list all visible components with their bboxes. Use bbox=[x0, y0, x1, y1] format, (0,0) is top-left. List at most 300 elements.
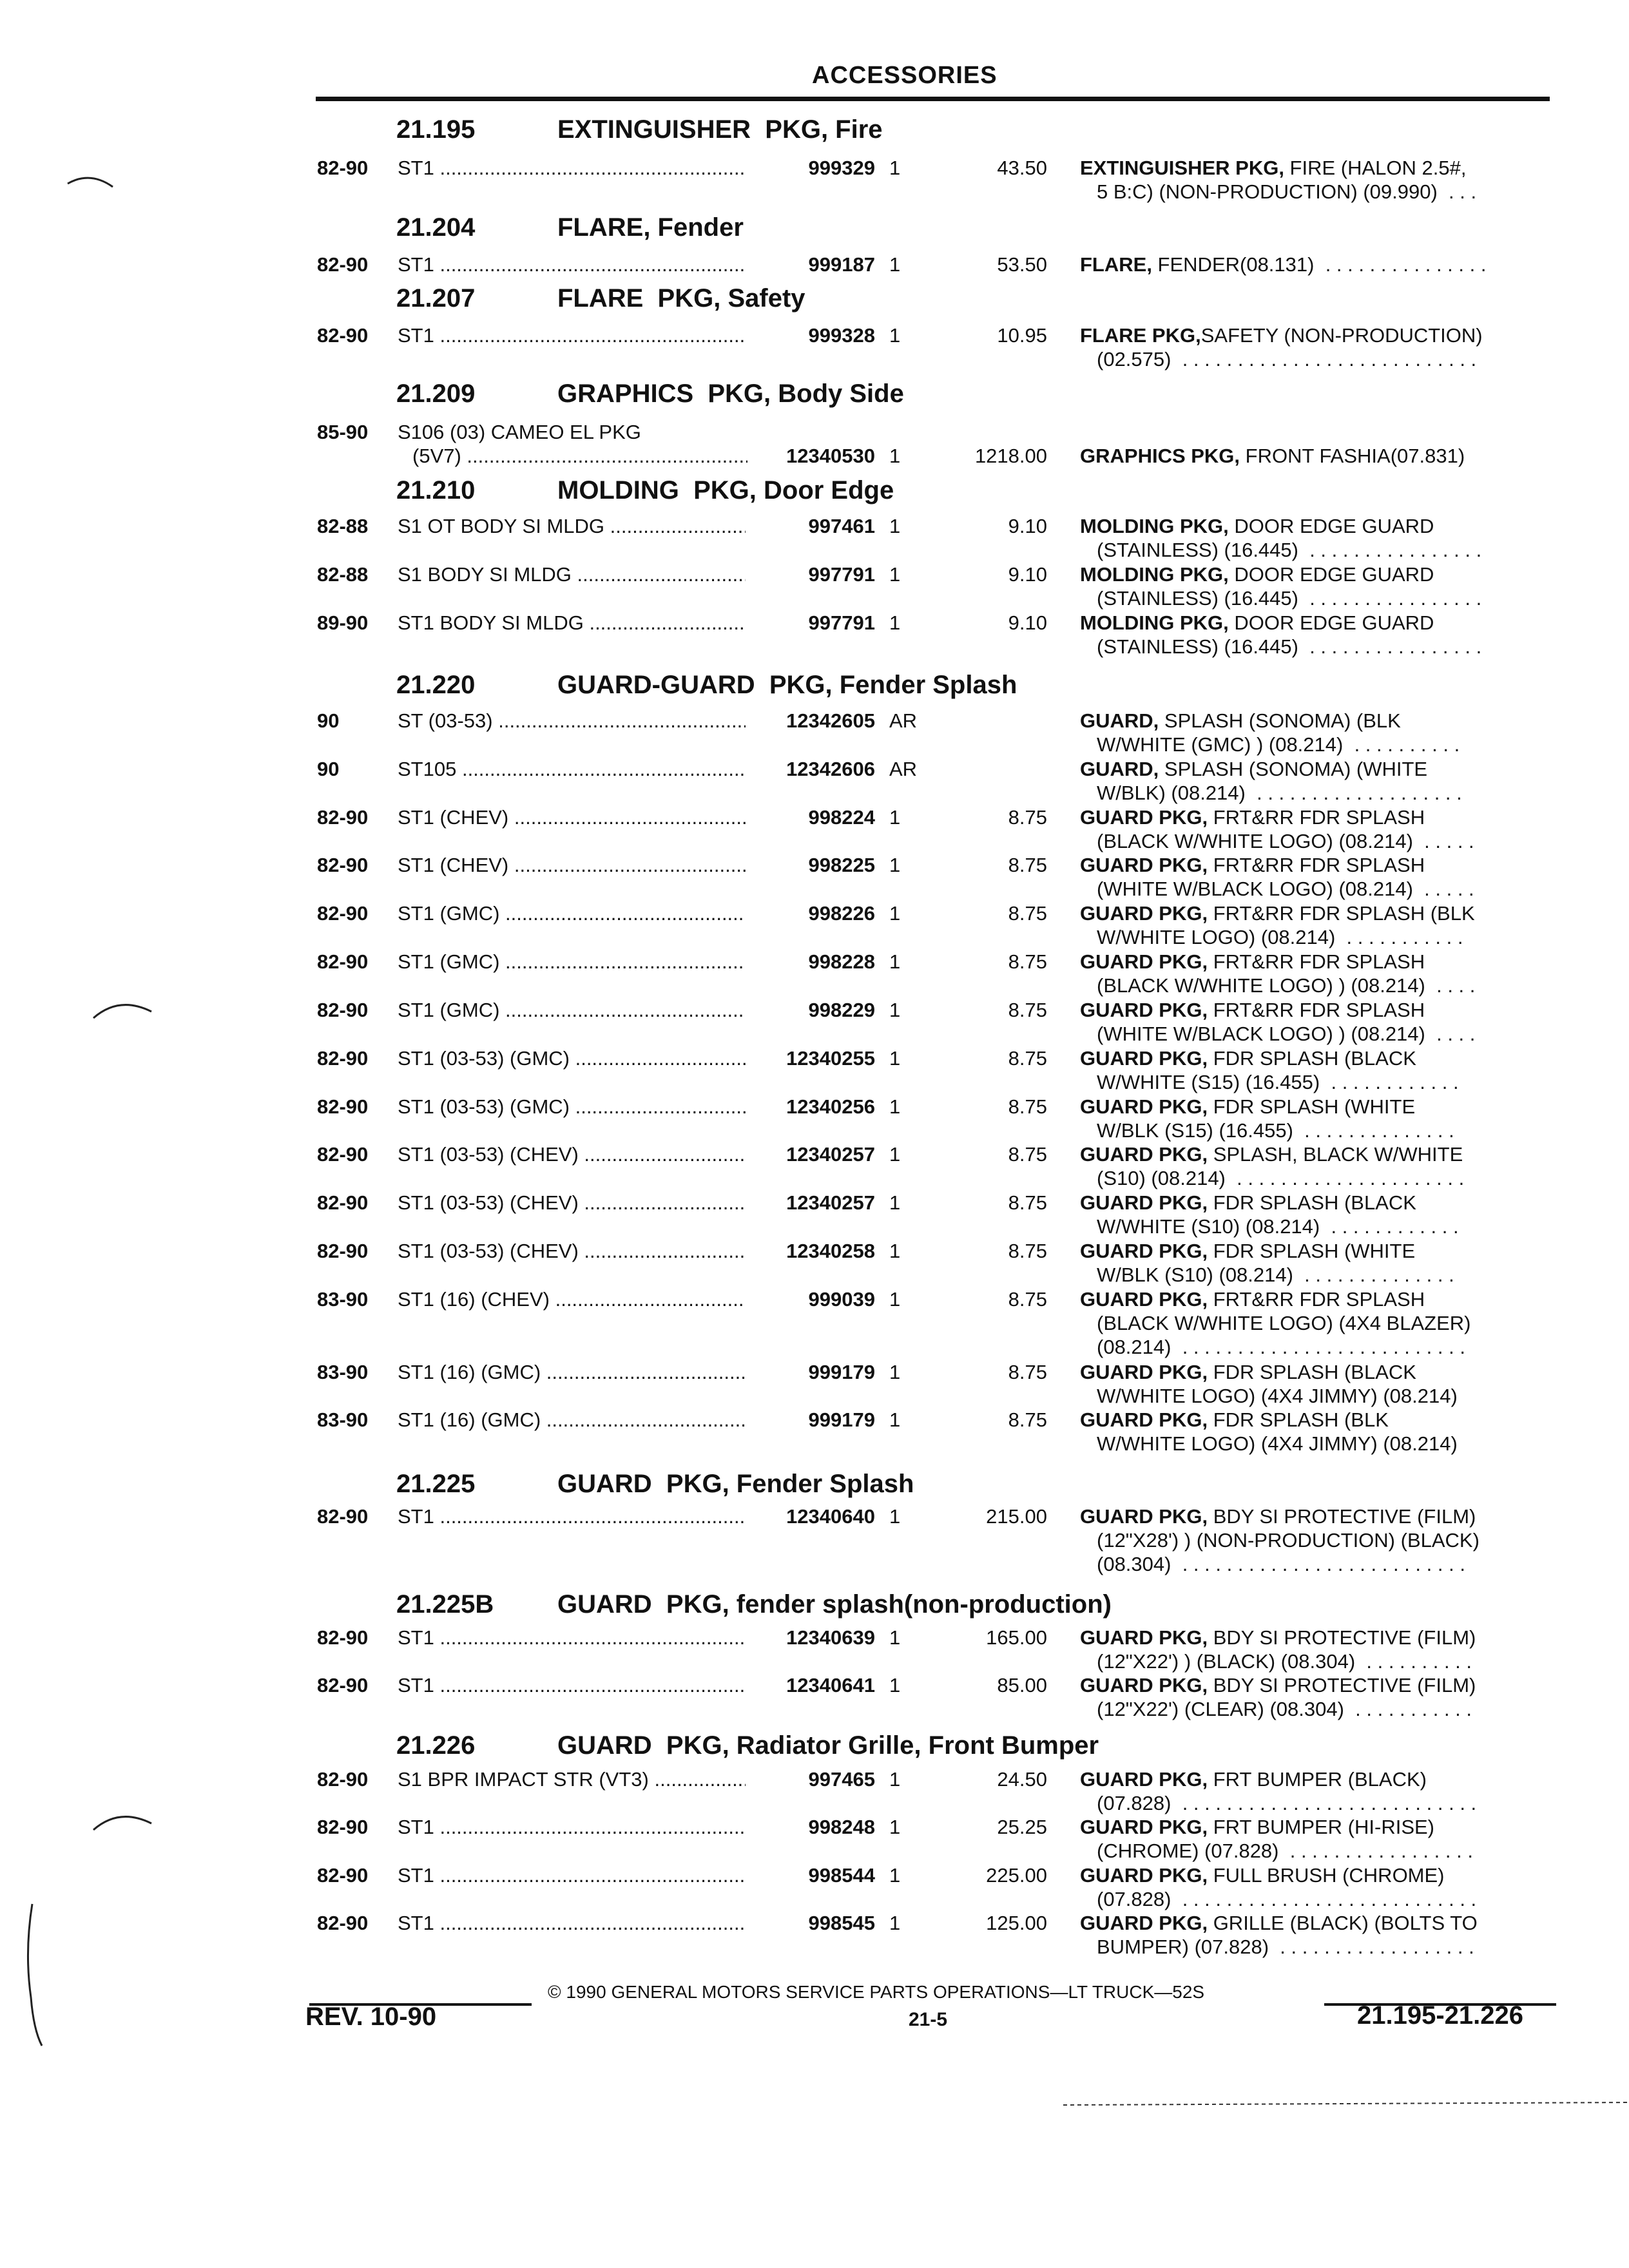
part-description-line2: (STAINLESS) (16.445) . . . . . . . . . . . . . . . . bbox=[1097, 587, 1482, 610]
part-description bbox=[1080, 1239, 1544, 1263]
section-name: MOLDING PKG, Door Edge bbox=[557, 476, 894, 505]
leader-dots bbox=[434, 1505, 746, 1528]
usage-description bbox=[398, 1142, 746, 1166]
part-description bbox=[1080, 853, 1544, 877]
part-name: MOLDING PKG, bbox=[1080, 515, 1229, 537]
part-description-line1: BDY SI PROTECTIVE (FILM) bbox=[1208, 1674, 1476, 1696]
list-price: 10.95 bbox=[997, 324, 1047, 347]
part-name: GUARD PKG, bbox=[1080, 1408, 1208, 1431]
usage-description-text: ST1 (16) (GMC) bbox=[398, 1361, 541, 1383]
part-description-line2: BUMPER) (07.828) . . . . . . . . . . . . . . . . . . bbox=[1097, 1936, 1474, 1958]
part-number: 12340257 bbox=[786, 1191, 875, 1214]
part-description-line1: FRT&RR FDR SPLASH bbox=[1208, 806, 1425, 829]
part-description-line1: SPLASH, BLACK W/WHITE bbox=[1208, 1143, 1463, 1166]
part-description bbox=[1080, 444, 1544, 468]
section-number: 21.210 bbox=[396, 476, 476, 505]
quantity: 1 bbox=[889, 611, 901, 634]
part-name: GUARD PKG, bbox=[1080, 1143, 1208, 1166]
part-description-line2: (12"X22') (CLEAR) (08.304) . . . . . . . . . . . bbox=[1097, 1698, 1472, 1720]
part-description-line1: SPLASH (SONOMA) (WHITE bbox=[1159, 758, 1428, 780]
part-description bbox=[1080, 901, 1544, 925]
section-title bbox=[396, 213, 744, 242]
usage-description-text: ST (03-53) bbox=[398, 709, 493, 732]
model-years: 82-90 bbox=[317, 1674, 369, 1696]
list-price: 8.75 bbox=[1008, 1408, 1047, 1431]
list-price: 8.75 bbox=[1008, 1361, 1047, 1383]
part-row bbox=[0, 1239, 1629, 1287]
part-description-line1: FRT&RR FDR SPLASH bbox=[1208, 854, 1425, 876]
quantity: 1 bbox=[889, 445, 901, 467]
part-number: 998226 bbox=[808, 902, 875, 925]
list-price: 53.50 bbox=[997, 253, 1047, 276]
part-number: 12340639 bbox=[786, 1626, 875, 1649]
list-price: 165.00 bbox=[986, 1626, 1047, 1649]
footer-section-range: 21.195-21.226 bbox=[1357, 2001, 1524, 2030]
model-years: 82-90 bbox=[317, 902, 369, 925]
usage-description-text: ST1 (CHEV) bbox=[398, 806, 509, 829]
part-description bbox=[1080, 1360, 1544, 1384]
scan-mark bbox=[90, 1804, 155, 1843]
part-row bbox=[0, 901, 1629, 949]
section-title bbox=[396, 1590, 1112, 1619]
section-number: 21.225B bbox=[396, 1590, 494, 1619]
leader-dots bbox=[434, 1816, 746, 1838]
part-description-line3: (08.214) . . . . . . . . . . . . . . . . . . . . . . . . . . bbox=[1097, 1336, 1465, 1358]
part-description-line2: (12"X22') ) (BLACK) (08.304) . . . . . . . . . . bbox=[1097, 1650, 1472, 1673]
list-price: 25.25 bbox=[997, 1816, 1047, 1838]
part-description-line2: (12"X28') ) (NON-PRODUCTION) (BLACK) bbox=[1097, 1529, 1480, 1552]
part-name: GUARD PKG, bbox=[1080, 902, 1208, 925]
model-years: 82-90 bbox=[317, 1095, 369, 1118]
part-row bbox=[0, 611, 1629, 658]
usage-description-text: S1 OT BODY SI MLDG bbox=[398, 515, 605, 537]
usage-description-text: ST1 bbox=[398, 324, 434, 347]
model-years: 82-90 bbox=[317, 1768, 369, 1791]
header-rule bbox=[316, 97, 1550, 101]
part-description bbox=[1080, 1911, 1544, 1935]
part-name: GUARD PKG, bbox=[1080, 1288, 1208, 1311]
part-row bbox=[0, 1504, 1629, 1575]
usage-description-text: ST1 bbox=[398, 1626, 434, 1649]
quantity: AR bbox=[889, 758, 918, 780]
usage-description-text: ST1 (03-53) (GMC) bbox=[398, 1047, 570, 1070]
part-description bbox=[1080, 1046, 1544, 1070]
part-name: GUARD PKG, bbox=[1080, 1768, 1208, 1791]
usage-description bbox=[398, 323, 746, 347]
part-description bbox=[1080, 156, 1544, 180]
usage-description-text: ST1 bbox=[398, 1674, 434, 1696]
list-price: 8.75 bbox=[1008, 1095, 1047, 1118]
list-price: 8.75 bbox=[1008, 1191, 1047, 1214]
quantity: 1 bbox=[889, 854, 901, 876]
list-price: 85.00 bbox=[997, 1674, 1047, 1696]
part-row bbox=[0, 1815, 1629, 1863]
model-years: 82-90 bbox=[317, 806, 369, 829]
quantity: 1 bbox=[889, 902, 901, 925]
section-name: EXTINGUISHER PKG, Fire bbox=[557, 115, 883, 144]
quantity: 1 bbox=[889, 1143, 901, 1166]
part-description bbox=[1080, 1626, 1544, 1649]
part-number: 997791 bbox=[808, 563, 875, 586]
usage-description-text: S1 BPR IMPACT STR (VT3) bbox=[398, 1768, 649, 1791]
quantity: 1 bbox=[889, 1864, 901, 1887]
quantity: 1 bbox=[889, 1816, 901, 1838]
part-name: GUARD, bbox=[1080, 758, 1159, 780]
section-number: 21.207 bbox=[396, 284, 476, 312]
leader-dots bbox=[456, 758, 746, 780]
part-description-line1: FRT&RR FDR SPLASH bbox=[1208, 950, 1425, 973]
part-number: 997791 bbox=[808, 611, 875, 634]
part-description-line1: FDR SPLASH (BLACK bbox=[1208, 1361, 1416, 1383]
quantity: 1 bbox=[889, 324, 901, 347]
part-number: 998229 bbox=[808, 999, 875, 1021]
leader-dots bbox=[434, 253, 746, 276]
list-price: 9.10 bbox=[1008, 515, 1047, 537]
part-description-line2: (WHITE W/BLACK LOGO) (08.214) . . . . . bbox=[1097, 878, 1474, 900]
part-description bbox=[1080, 709, 1544, 733]
part-row bbox=[0, 1408, 1629, 1456]
part-name: EXTINGUISHER PKG, bbox=[1080, 157, 1284, 179]
quantity: 1 bbox=[889, 1408, 901, 1431]
model-years: 83-90 bbox=[317, 1408, 369, 1431]
usage-description-text: ST1 bbox=[398, 157, 434, 179]
section-title bbox=[396, 1469, 914, 1499]
part-description bbox=[1080, 514, 1544, 538]
quantity: 1 bbox=[889, 1191, 901, 1214]
quantity: 1 bbox=[889, 157, 901, 179]
part-description-line1: FDR SPLASH (WHITE bbox=[1208, 1240, 1416, 1262]
part-description-line2: (BLACK W/WHITE LOGO) (4X4 BLAZER) bbox=[1097, 1312, 1471, 1334]
model-years: 83-90 bbox=[317, 1288, 369, 1311]
model-years: 82-90 bbox=[317, 950, 369, 973]
part-description-line2: W/WHITE LOGO) (08.214) . . . . . . . . . . . bbox=[1097, 926, 1463, 948]
scan-mark bbox=[90, 992, 155, 1031]
part-description-line2: (07.828) . . . . . . . . . . . . . . . . . . . . . . . . . . . bbox=[1097, 1792, 1477, 1814]
part-description bbox=[1080, 253, 1544, 276]
part-row bbox=[0, 1287, 1629, 1358]
usage-description-text: ST1 (GMC) bbox=[398, 950, 500, 973]
section-title bbox=[396, 476, 894, 505]
part-row bbox=[0, 805, 1629, 853]
part-description-line2: W/WHITE LOGO) (4X4 JIMMY) (08.214) bbox=[1097, 1432, 1458, 1455]
part-description bbox=[1080, 1095, 1544, 1119]
usage-description-text: ST1 (GMC) bbox=[398, 902, 500, 925]
part-description bbox=[1080, 1815, 1544, 1839]
model-years: 82-88 bbox=[317, 515, 369, 537]
part-number: 999329 bbox=[808, 157, 875, 179]
usage-description bbox=[398, 1911, 746, 1935]
part-row bbox=[0, 950, 1629, 997]
usage-description bbox=[398, 1767, 746, 1791]
section-number: 21.204 bbox=[396, 213, 476, 242]
model-years: 83-90 bbox=[317, 1361, 369, 1383]
list-price: 8.75 bbox=[1008, 806, 1047, 829]
usage-description-text: ST1 (16) (GMC) bbox=[398, 1408, 541, 1431]
usage-description bbox=[398, 1095, 746, 1119]
scan-mark bbox=[19, 1901, 52, 2055]
usage-description bbox=[398, 1408, 746, 1432]
model-years: 90 bbox=[317, 758, 340, 780]
part-description-line1: GRILLE (BLACK) (BOLTS TO bbox=[1208, 1912, 1478, 1934]
footer-copyright: © 1990 GENERAL MOTORS SERVICE PARTS OPERATIONS—LT TRUCK—52S bbox=[548, 1982, 1205, 2002]
list-price: 125.00 bbox=[986, 1912, 1047, 1934]
part-description-line1: FRT&RR FDR SPLASH (BLK bbox=[1208, 902, 1475, 925]
part-row bbox=[0, 1360, 1629, 1408]
part-number: 12340256 bbox=[786, 1095, 875, 1118]
section-number: 21.226 bbox=[396, 1731, 476, 1760]
part-name: GUARD PKG, bbox=[1080, 1240, 1208, 1262]
model-years: 82-90 bbox=[317, 1912, 369, 1934]
section-name: GUARD PKG, fender splash(non-production) bbox=[557, 1590, 1112, 1619]
leader-dots bbox=[434, 1912, 746, 1934]
part-name: GUARD PKG, bbox=[1080, 1912, 1208, 1934]
part-description-line1: FRT&RR FDR SPLASH bbox=[1208, 1288, 1425, 1311]
usage-description-cont bbox=[412, 444, 747, 468]
list-price: 8.75 bbox=[1008, 1047, 1047, 1070]
model-years: 90 bbox=[317, 709, 340, 732]
part-row bbox=[0, 420, 1629, 468]
part-description-line2: 5 B:C) (NON-PRODUCTION) (09.990) . . . bbox=[1097, 180, 1477, 203]
part-description-line1: FRT BUMPER (HI-RISE) bbox=[1208, 1816, 1435, 1838]
list-price: 9.10 bbox=[1008, 611, 1047, 634]
usage-description bbox=[398, 757, 746, 781]
model-years: 82-88 bbox=[317, 563, 369, 586]
usage-description-text: ST1 bbox=[398, 1505, 434, 1528]
list-price: 8.75 bbox=[1008, 1288, 1047, 1311]
list-price: 8.75 bbox=[1008, 950, 1047, 973]
part-number: 12340641 bbox=[786, 1674, 875, 1696]
part-number: 12340530 bbox=[786, 445, 875, 467]
usage-description bbox=[398, 901, 746, 925]
list-price: 8.75 bbox=[1008, 999, 1047, 1021]
part-description-line2: W/BLK) (08.214) . . . . . . . . . . . . . . . . . . . bbox=[1097, 782, 1462, 804]
leader-dots bbox=[493, 709, 746, 732]
part-number: 998248 bbox=[808, 1816, 875, 1838]
part-description-line1: SPLASH (SONOMA) (BLK bbox=[1159, 709, 1401, 732]
quantity: 1 bbox=[889, 1095, 901, 1118]
part-name: GUARD PKG, bbox=[1080, 950, 1208, 973]
usage-description: S106 (03) CAMEO EL PKG bbox=[398, 421, 641, 443]
usage-description-text: ST1 (CHEV) bbox=[398, 854, 509, 876]
part-name: FLARE, bbox=[1080, 253, 1152, 276]
quantity: 1 bbox=[889, 1768, 901, 1791]
section-number: 21.225 bbox=[396, 1470, 476, 1498]
part-number: 12340257 bbox=[786, 1143, 875, 1166]
part-number: 999328 bbox=[808, 324, 875, 347]
part-description-line2: W/WHITE LOGO) (4X4 JIMMY) (08.214) bbox=[1097, 1385, 1458, 1407]
part-description-line1: FULL BRUSH (CHROME) bbox=[1208, 1864, 1445, 1887]
usage-description bbox=[398, 1626, 746, 1649]
part-description bbox=[1080, 562, 1544, 586]
usage-description-text: S1 BODY SI MLDG bbox=[398, 563, 572, 586]
part-description bbox=[1080, 1673, 1544, 1697]
model-years: 82-90 bbox=[317, 854, 369, 876]
part-number: 998545 bbox=[808, 1912, 875, 1934]
part-description bbox=[1080, 1287, 1544, 1311]
list-price: 43.50 bbox=[997, 157, 1047, 179]
quantity: 1 bbox=[889, 1505, 901, 1528]
part-description-line3: (08.304) . . . . . . . . . . . . . . . . . . . . . . . . . . bbox=[1097, 1553, 1465, 1575]
part-number: 998225 bbox=[808, 854, 875, 876]
usage-description-text: ST1 bbox=[398, 1816, 434, 1838]
part-description bbox=[1080, 611, 1544, 635]
usage-description bbox=[398, 709, 746, 733]
list-price: 8.75 bbox=[1008, 1240, 1047, 1262]
usage-description bbox=[398, 1046, 746, 1070]
part-number: 999179 bbox=[808, 1408, 875, 1431]
leader-dots bbox=[434, 157, 746, 179]
part-row bbox=[0, 156, 1629, 204]
leader-dots bbox=[434, 1626, 746, 1649]
list-price: 8.75 bbox=[1008, 1143, 1047, 1166]
part-description bbox=[1080, 805, 1544, 829]
part-row bbox=[0, 323, 1629, 371]
part-name: GUARD PKG, bbox=[1080, 1095, 1208, 1118]
usage-description-text: ST1 bbox=[398, 1864, 434, 1887]
quantity: 1 bbox=[889, 999, 901, 1021]
model-years: 82-90 bbox=[317, 1626, 369, 1649]
section-title bbox=[396, 115, 883, 144]
part-row bbox=[0, 1142, 1629, 1190]
part-number: 12342605 bbox=[786, 709, 875, 732]
usage-description-text: ST105 bbox=[398, 758, 457, 780]
model-years: 82-90 bbox=[317, 1191, 369, 1214]
part-number: 999039 bbox=[808, 1288, 875, 1311]
usage-description bbox=[398, 1504, 746, 1528]
usage-description bbox=[398, 611, 746, 635]
part-description-line1: FDR SPLASH (BLACK bbox=[1208, 1191, 1416, 1214]
quantity: 1 bbox=[889, 950, 901, 973]
part-description-line2: (07.828) . . . . . . . . . . . . . . . . . . . . . . . . . . . bbox=[1097, 1888, 1477, 1910]
usage-description-text: ST1 (03-53) (CHEV) bbox=[398, 1191, 579, 1214]
part-row bbox=[0, 998, 1629, 1046]
part-description-line2: (S10) (08.214) . . . . . . . . . . . . . . . . . . . . . bbox=[1097, 1167, 1465, 1189]
model-years: 82-90 bbox=[317, 157, 369, 179]
part-description bbox=[1080, 757, 1544, 781]
part-description bbox=[1080, 1767, 1544, 1791]
part-description bbox=[1080, 998, 1544, 1022]
part-row bbox=[0, 1095, 1629, 1142]
model-years: 82-90 bbox=[317, 1864, 369, 1887]
part-description-line2: (STAINLESS) (16.445) . . . . . . . . . . . . . . . . bbox=[1097, 635, 1482, 658]
usage-description-text: ST1 bbox=[398, 253, 434, 276]
quantity: 1 bbox=[889, 1626, 901, 1649]
list-price: 8.75 bbox=[1008, 902, 1047, 925]
section-number: 21.195 bbox=[396, 115, 476, 144]
part-row bbox=[0, 853, 1629, 901]
quantity: 1 bbox=[889, 1047, 901, 1070]
part-description-line2: (CHROME) (07.828) . . . . . . . . . . . . . . . . . bbox=[1097, 1840, 1473, 1862]
model-years: 82-90 bbox=[317, 1816, 369, 1838]
part-row bbox=[0, 1673, 1629, 1721]
model-years: 82-90 bbox=[317, 1047, 369, 1070]
usage-description bbox=[398, 1863, 746, 1887]
quantity: 1 bbox=[889, 515, 901, 537]
scan-mark bbox=[64, 168, 116, 193]
list-price: 8.75 bbox=[1008, 854, 1047, 876]
usage-description-text: ST1 (03-53) (CHEV) bbox=[398, 1143, 579, 1166]
usage-description-text: ST1 (GMC) bbox=[398, 999, 500, 1021]
part-name: GRAPHICS PKG, bbox=[1080, 445, 1240, 467]
quantity: 1 bbox=[889, 806, 901, 829]
usage-description bbox=[398, 1287, 746, 1311]
part-name: GUARD PKG, bbox=[1080, 1864, 1208, 1887]
part-name: GUARD, bbox=[1080, 709, 1159, 732]
quantity: 1 bbox=[889, 253, 901, 276]
part-description-line2: W/BLK (S10) (08.214) . . . . . . . . . . . . . . bbox=[1097, 1264, 1454, 1286]
section-title bbox=[396, 670, 1017, 700]
part-row bbox=[0, 514, 1629, 562]
part-description bbox=[1080, 1142, 1544, 1166]
part-row bbox=[0, 1626, 1629, 1673]
part-description-line1: FRONT FASHIA(07.831) bbox=[1240, 445, 1465, 467]
part-description bbox=[1080, 1191, 1544, 1215]
usage-description bbox=[398, 1673, 746, 1697]
section-number: 21.209 bbox=[396, 380, 476, 408]
part-description-line2: W/WHITE (S10) (08.214) . . . . . . . . . . . . bbox=[1097, 1215, 1459, 1238]
part-name: GUARD PKG, bbox=[1080, 806, 1208, 829]
usage-description bbox=[398, 853, 746, 877]
section-name: GUARD-GUARD PKG, Fender Splash bbox=[557, 671, 1017, 699]
usage-description-text: ST1 (16) (CHEV) bbox=[398, 1288, 550, 1311]
part-description-line1: DOOR EDGE GUARD bbox=[1228, 611, 1434, 634]
part-name: FLARE PKG, bbox=[1080, 324, 1201, 347]
leader-dots bbox=[434, 1674, 746, 1696]
part-number: 12340640 bbox=[786, 1505, 875, 1528]
part-name: MOLDING PKG, bbox=[1080, 563, 1229, 586]
part-description bbox=[1080, 1408, 1544, 1432]
section-title bbox=[396, 1731, 1099, 1760]
leader-dots bbox=[434, 324, 746, 347]
section-name: GRAPHICS PKG, Body Side bbox=[557, 380, 904, 408]
list-price: 1218.00 bbox=[974, 445, 1047, 467]
part-description-line1: FIRE (HALON 2.5#, bbox=[1284, 157, 1467, 179]
usage-description bbox=[398, 514, 746, 538]
part-number: 997465 bbox=[808, 1768, 875, 1791]
part-description-line2: (WHITE W/BLACK LOGO) ) (08.214) . . . . bbox=[1097, 1023, 1476, 1045]
list-price: 225.00 bbox=[986, 1864, 1047, 1887]
part-description-line2: (BLACK W/WHITE LOGO) (08.214) . . . . . bbox=[1097, 830, 1474, 852]
page-header-title: ACCESSORIES bbox=[812, 62, 998, 89]
usage-description bbox=[398, 805, 746, 829]
part-number: 12342606 bbox=[786, 758, 875, 780]
part-description-line1: FDR SPLASH (BLACK bbox=[1208, 1047, 1416, 1070]
quantity: 1 bbox=[889, 563, 901, 586]
quantity: 1 bbox=[889, 1912, 901, 1934]
part-description-line1: FRT BUMPER (BLACK) bbox=[1208, 1768, 1427, 1791]
part-description-line1: BDY SI PROTECTIVE (FILM) bbox=[1208, 1626, 1476, 1649]
usage-description bbox=[398, 562, 746, 586]
part-description-line2: W/WHITE (S15) (16.455) . . . . . . . . . . . . bbox=[1097, 1071, 1459, 1093]
usage-description bbox=[398, 253, 746, 276]
section-name: GUARD PKG, Fender Splash bbox=[557, 1470, 914, 1498]
model-years: 82-90 bbox=[317, 1240, 369, 1262]
part-row bbox=[0, 1863, 1629, 1911]
section-name: FLARE PKG, Safety bbox=[557, 284, 805, 312]
quantity: 1 bbox=[889, 1240, 901, 1262]
part-description-line2: (STAINLESS) (16.445) . . . . . . . . . . . . . . . . bbox=[1097, 539, 1482, 561]
quantity: 1 bbox=[889, 1361, 901, 1383]
leader-dots bbox=[461, 445, 747, 467]
part-row bbox=[0, 757, 1629, 805]
model-years: 85-90 bbox=[317, 421, 369, 443]
model-years: 82-90 bbox=[317, 324, 369, 347]
list-price: 24.50 bbox=[997, 1768, 1047, 1791]
part-row bbox=[0, 1767, 1629, 1815]
usage-description bbox=[398, 1239, 746, 1263]
part-name: GUARD PKG, bbox=[1080, 1505, 1208, 1528]
usage-description-text: ST1 (03-53) (GMC) bbox=[398, 1095, 570, 1118]
